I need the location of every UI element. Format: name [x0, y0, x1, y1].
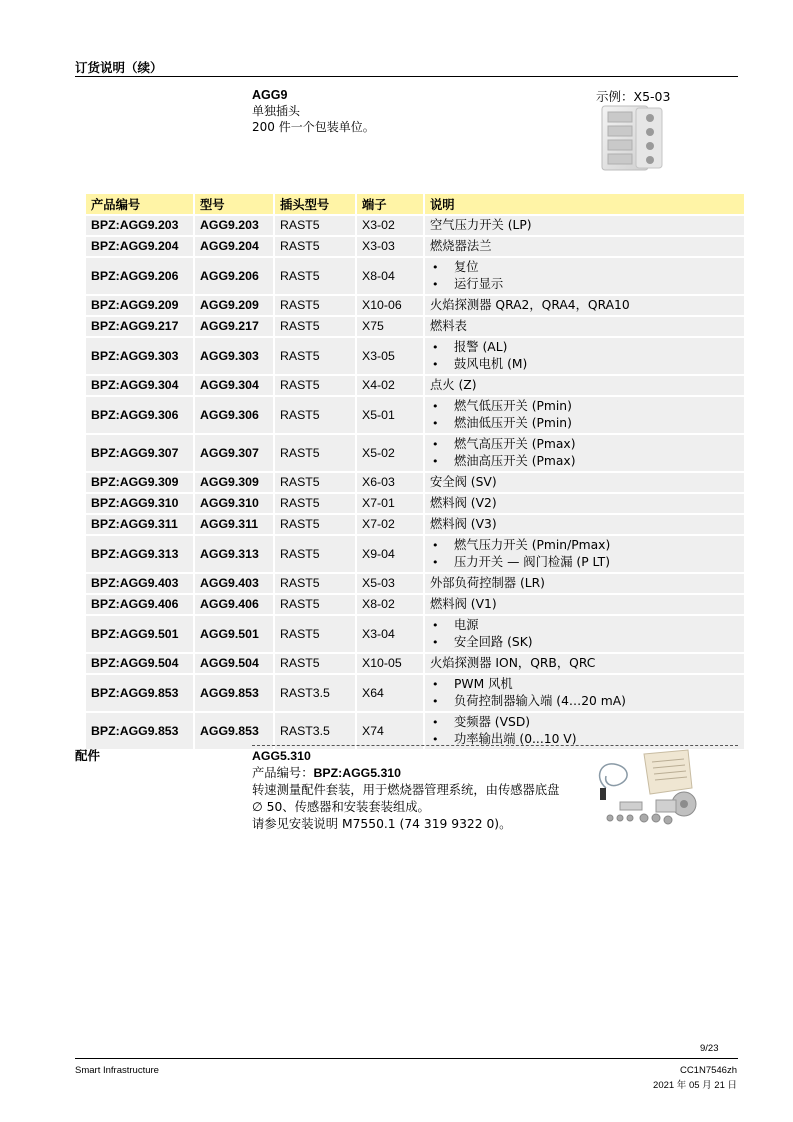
product-code-cell: BPZ:AGG9.206 — [86, 258, 193, 294]
table-row — [86, 258, 744, 294]
description-bullet-item: • 安全回路 (SK) — [430, 634, 739, 651]
plug-type-cell: RAST5 — [275, 216, 355, 235]
plug-type-cell: RAST5 — [275, 296, 355, 315]
product-code-cell: BPZ:AGG9.203 — [86, 216, 193, 235]
product-code-cell: BPZ:AGG9.306 — [86, 397, 193, 433]
description-bullet-item: • 燃气压力开关 (Pmin/Pmax) — [430, 537, 739, 554]
description-cell: 火焰探测器 ION，QRB，QRC — [425, 654, 744, 673]
col-header-code: 产品编号 — [86, 194, 193, 214]
terminal-cell: X9-04 — [357, 536, 423, 572]
product-code-cell: BPZ:AGG9.217 — [86, 317, 193, 336]
description-bullet-item: • 燃油低压开关 (Pmin) — [430, 415, 739, 432]
col-header-plug: 插头型号 — [275, 194, 355, 214]
terminal-cell: X3-03 — [357, 237, 423, 256]
model-cell: AGG9.853 — [195, 675, 273, 711]
terminal-cell: X5-01 — [357, 397, 423, 433]
table-row — [86, 574, 744, 593]
description-cell — [425, 397, 744, 433]
table-row — [86, 494, 744, 513]
table-header-row — [86, 194, 744, 214]
terminal-cell: X7-01 — [357, 494, 423, 513]
model-cell: AGG9.406 — [195, 595, 273, 614]
order-table — [84, 192, 746, 751]
product-code-cell: BPZ:AGG9.853 — [86, 713, 193, 749]
accessory-desc-line1: 转速测量配件套装，用于燃烧器管理系统，由传感器底盘 — [252, 783, 560, 797]
product-code-cell: BPZ:AGG9.307 — [86, 435, 193, 471]
model-cell: AGG9.311 — [195, 515, 273, 534]
product-code-cell: BPZ:AGG9.504 — [86, 654, 193, 673]
col-header-description: 说明 — [425, 194, 744, 214]
plug-type-cell: RAST5 — [275, 397, 355, 433]
product-code-cell: BPZ:AGG9.403 — [86, 574, 193, 593]
product-desc-line1: 单独插头 — [252, 104, 301, 118]
product-code-cell: BPZ:AGG9.501 — [86, 616, 193, 652]
col-header-model: 型号 — [195, 194, 273, 214]
product-code-cell: BPZ:AGG9.204 — [86, 237, 193, 256]
accessory-code: BPZ:AGG5.310 — [313, 766, 401, 780]
terminal-cell: X5-03 — [357, 574, 423, 593]
description-bullets — [430, 339, 739, 373]
description-cell: 燃烧器法兰 — [425, 237, 744, 256]
plug-type-cell: RAST5 — [275, 317, 355, 336]
table-row — [86, 435, 744, 471]
terminal-cell: X7-02 — [357, 515, 423, 534]
col-header-terminal: 端子 — [357, 194, 423, 214]
description-bullet-item: • 负荷控制器输入端 (4…20 mA) — [430, 693, 739, 710]
terminal-cell: X3-02 — [357, 216, 423, 235]
accessories-label: 配件 — [75, 748, 101, 763]
description-bullet-item: • 运行显示 — [430, 276, 739, 293]
product-code-cell: BPZ:AGG9.309 — [86, 473, 193, 492]
product-code-cell: BPZ:AGG9.853 — [86, 675, 193, 711]
table-body — [86, 216, 744, 749]
description-bullet-item: • 压力开关 — 阀门检漏 (P LT) — [430, 554, 739, 571]
description-bullet-item: • 燃气高压开关 (Pmax) — [430, 436, 739, 453]
product-code-cell: BPZ:AGG9.303 — [86, 338, 193, 374]
product-desc-line2: 200 件一个包装单位。 — [252, 120, 375, 134]
table-row — [86, 515, 744, 534]
model-cell: AGG9.501 — [195, 616, 273, 652]
terminal-cell: X10-05 — [357, 654, 423, 673]
plug-type-cell: RAST3.5 — [275, 675, 355, 711]
footer-doc-code: CC1N7546zh — [679, 1065, 737, 1076]
accessory-code-prefix: 产品编号： — [252, 766, 314, 780]
table-row — [86, 616, 744, 652]
description-bullet-item: • 报警 (AL) — [430, 339, 739, 356]
model-cell: AGG9.203 — [195, 216, 273, 235]
accessories-divider — [252, 745, 738, 746]
model-cell: AGG9.310 — [195, 494, 273, 513]
model-cell: AGG9.206 — [195, 258, 273, 294]
table-row — [86, 397, 744, 433]
description-cell — [425, 258, 744, 294]
plug-type-cell: RAST5 — [275, 473, 355, 492]
terminal-cell: X8-02 — [357, 595, 423, 614]
description-bullet-item: • PWM 风机 — [430, 676, 739, 693]
terminal-cell: X6-03 — [357, 473, 423, 492]
description-bullet-item: • 燃气低压开关 (Pmin) — [430, 398, 739, 415]
product-code-cell: BPZ:AGG9.311 — [86, 515, 193, 534]
description-cell: 燃料阀 (V2) — [425, 494, 744, 513]
plug-type-cell: RAST5 — [275, 536, 355, 572]
description-bullet-item: • 电源 — [430, 617, 739, 634]
table-row — [86, 713, 744, 749]
table-row — [86, 317, 744, 336]
description-bullets — [430, 714, 739, 748]
plug-type-cell: RAST5 — [275, 654, 355, 673]
description-cell: 火焰探测器 QRA2，QRA4，QRA10 — [425, 296, 744, 315]
footer-date: 2021 年 05 月 21 日 — [653, 1080, 737, 1091]
description-bullets — [430, 436, 739, 470]
footer-divider — [75, 1058, 738, 1059]
plug-type-cell: RAST5 — [275, 515, 355, 534]
model-cell: AGG9.313 — [195, 536, 273, 572]
table-row — [86, 536, 744, 572]
description-bullets — [430, 259, 739, 293]
product-code-cell: BPZ:AGG9.310 — [86, 494, 193, 513]
description-cell: 燃料表 — [425, 317, 744, 336]
description-bullet-item: • 变频器 (VSD) — [430, 714, 739, 731]
accessory-desc-line3: 请参见安装说明 M7550.1 (74 319 9322 0)。 — [252, 817, 512, 831]
description-bullets — [430, 617, 739, 651]
plug-type-cell: RAST5 — [275, 376, 355, 395]
plug-type-cell: RAST3.5 — [275, 713, 355, 749]
description-cell: 点火 (Z) — [425, 376, 744, 395]
product-code-cell: BPZ:AGG9.304 — [86, 376, 193, 395]
model-cell: AGG9.403 — [195, 574, 273, 593]
terminal-cell: X10-06 — [357, 296, 423, 315]
product-model: AGG9 — [252, 88, 288, 102]
accessory-kit-image — [592, 748, 702, 828]
model-cell: AGG9.217 — [195, 317, 273, 336]
terminal-cell: X3-04 — [357, 616, 423, 652]
example-label: 示例：X5-03 — [596, 89, 671, 104]
description-cell — [425, 713, 744, 749]
terminal-cell: X5-02 — [357, 435, 423, 471]
footer-company: Smart Infrastructure — [75, 1065, 159, 1076]
terminal-cell: X64 — [357, 675, 423, 711]
terminal-cell: X8-04 — [357, 258, 423, 294]
terminal-cell: X74 — [357, 713, 423, 749]
description-bullet-item: • 鼓风电机 (M) — [430, 356, 739, 373]
table-row — [86, 338, 744, 374]
plug-connector-image — [596, 104, 670, 174]
plug-type-cell: RAST5 — [275, 338, 355, 374]
product-intro — [252, 87, 375, 135]
description-bullet-item: • 复位 — [430, 259, 739, 276]
model-cell: AGG9.307 — [195, 435, 273, 471]
description-cell — [425, 435, 744, 471]
model-cell: AGG9.303 — [195, 338, 273, 374]
top-divider — [75, 76, 738, 77]
description-bullets — [430, 537, 739, 571]
model-cell: AGG9.204 — [195, 237, 273, 256]
table-row — [86, 296, 744, 315]
description-cell: 外部负荷控制器 (LR) — [425, 574, 744, 593]
model-cell: AGG9.309 — [195, 473, 273, 492]
accessory-desc-line2: ∅ 50、传感器和安装套装组成。 — [252, 800, 430, 814]
description-cell: 空气压力开关 (LP) — [425, 216, 744, 235]
table-row — [86, 595, 744, 614]
page-number: 9/23 — [700, 1043, 719, 1054]
plug-type-cell: RAST5 — [275, 435, 355, 471]
plug-type-cell: RAST5 — [275, 258, 355, 294]
table-row — [86, 675, 744, 711]
description-bullet-item: • 燃油高压开关 (Pmax) — [430, 453, 739, 470]
description-cell: 燃料阀 (V1) — [425, 595, 744, 614]
model-cell: AGG9.853 — [195, 713, 273, 749]
plug-type-cell: RAST5 — [275, 494, 355, 513]
accessory-code-line — [252, 765, 582, 782]
description-cell: 安全阀 (SV) — [425, 473, 744, 492]
product-code-cell: BPZ:AGG9.313 — [86, 536, 193, 572]
plug-type-cell: RAST5 — [275, 237, 355, 256]
table-row — [86, 237, 744, 256]
terminal-cell: X4-02 — [357, 376, 423, 395]
description-bullets — [430, 398, 739, 432]
plug-type-cell: RAST5 — [275, 574, 355, 593]
description-cell — [425, 536, 744, 572]
model-cell: AGG9.504 — [195, 654, 273, 673]
model-cell: AGG9.209 — [195, 296, 273, 315]
description-bullet-item: • 功率输出端 (0...10 V) — [430, 731, 739, 748]
accessory-model: AGG5.310 — [252, 749, 311, 763]
section-title: 订货说明（续） — [75, 60, 163, 75]
description-cell — [425, 616, 744, 652]
product-code-cell: BPZ:AGG9.209 — [86, 296, 193, 315]
table-row — [86, 473, 744, 492]
description-cell: 燃料阀 (V3) — [425, 515, 744, 534]
plug-type-cell: RAST5 — [275, 616, 355, 652]
product-code-cell: BPZ:AGG9.406 — [86, 595, 193, 614]
accessory-details — [252, 748, 582, 833]
description-cell — [425, 338, 744, 374]
table-row — [86, 376, 744, 395]
terminal-cell: X75 — [357, 317, 423, 336]
model-cell: AGG9.306 — [195, 397, 273, 433]
terminal-cell: X3-05 — [357, 338, 423, 374]
table-row — [86, 654, 744, 673]
model-cell: AGG9.304 — [195, 376, 273, 395]
plug-type-cell: RAST5 — [275, 595, 355, 614]
description-cell — [425, 675, 744, 711]
table-row — [86, 216, 744, 235]
description-bullets — [430, 676, 739, 710]
